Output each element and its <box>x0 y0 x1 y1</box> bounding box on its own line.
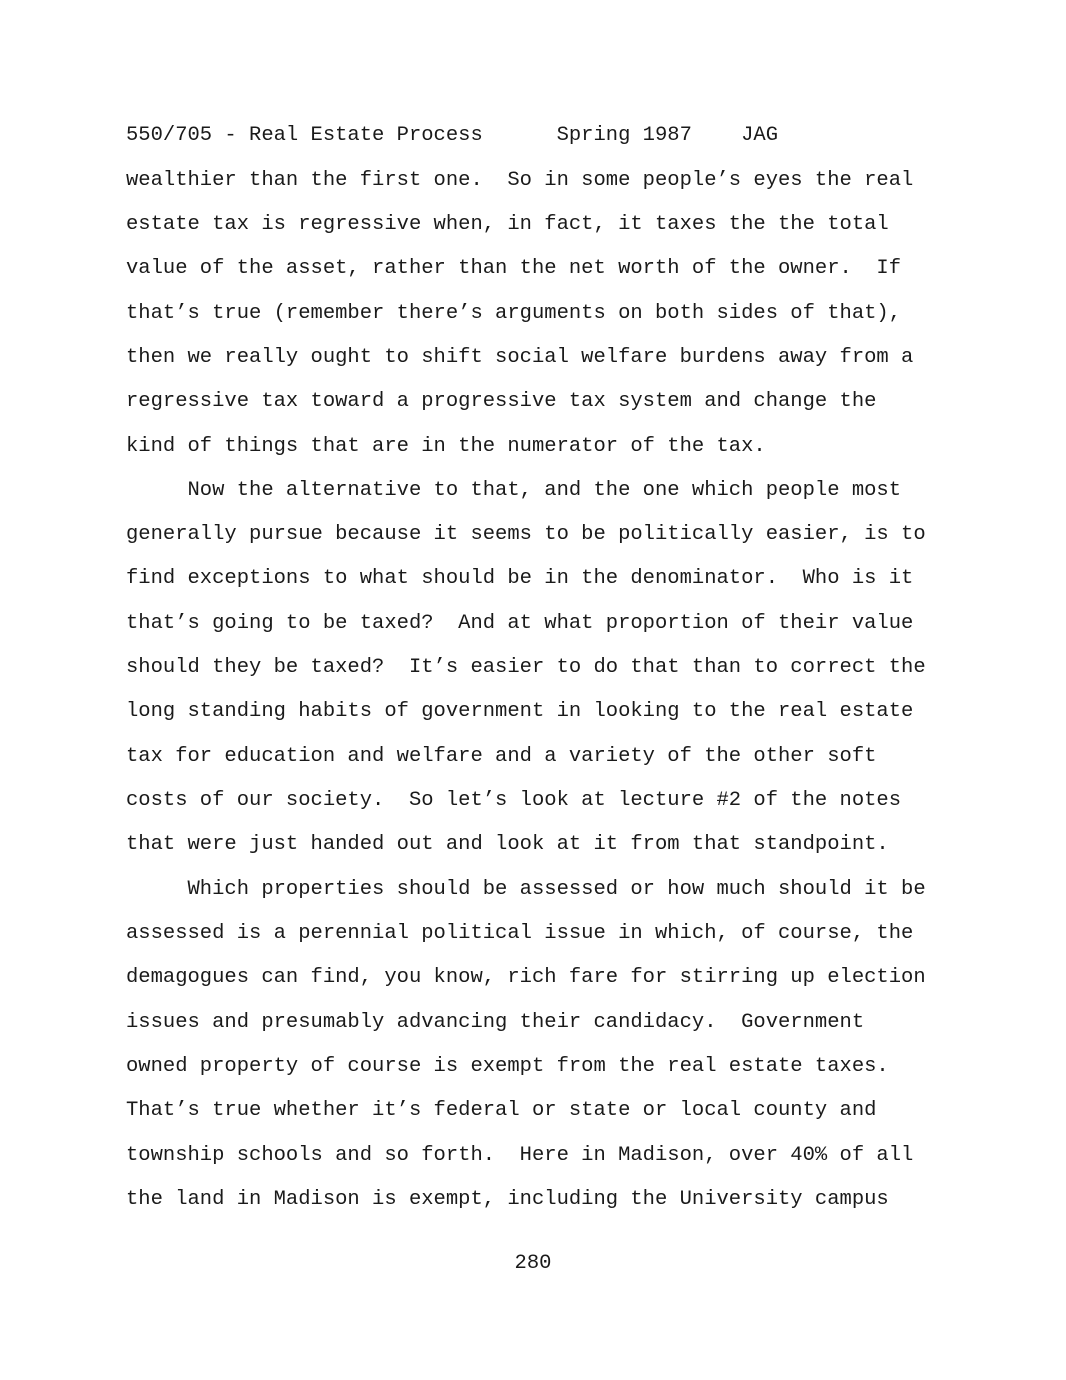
body-line: assessed is a perennial political issue in which, of course, the <box>126 922 914 945</box>
body-line: Now the alternative to that, and the one which people most <box>126 479 902 502</box>
body-line: that were just handed out and look at it from that standpoint. <box>126 833 889 856</box>
body-line: costs of our society. So let’s look at lecture #2 of the notes <box>126 789 902 812</box>
body-line: Which properties should be assessed or how much should it be <box>126 878 926 901</box>
body-line: value of the asset, rather than the net worth of the owner. If <box>126 257 902 280</box>
body-line: that’s going to be taxed? And at what proportion of their value <box>126 612 914 635</box>
body-line: tax for education and welfare and a variety of the other soft <box>126 745 877 768</box>
body-line: That’s true whether it’s federal or state or local county and <box>126 1099 877 1122</box>
body-line: kind of things that are in the numerator of the tax. <box>126 435 766 458</box>
body-line: issues and presumably advancing their candidacy. Government <box>126 1011 865 1034</box>
body-line: then we really ought to shift social welfare burdens away from a <box>126 346 914 369</box>
body-line: wealthier than the first one. So in some people’s eyes the real <box>126 169 914 192</box>
body-line: generally pursue because it seems to be politically easier, is to <box>126 523 926 546</box>
body-line: township schools and so forth. Here in Madison, over 40% of all <box>126 1144 914 1167</box>
page-number: 280 <box>514 1252 552 1275</box>
body-line: long standing habits of government in looking to the real estate <box>126 700 914 723</box>
body-line: estate tax is regressive when, in fact, it taxes the the total <box>126 213 889 236</box>
body-line: the land in Madison is exempt, including the University campus <box>126 1188 889 1211</box>
body-line: regressive tax toward a progressive tax system and change the <box>126 390 877 413</box>
body-line: should they be taxed? It’s easier to do that than to correct the <box>126 656 926 679</box>
body-line: demagogues can find, you know, rich fare for stirring up election <box>126 966 926 989</box>
running-header: 550/705 - Real Estate Process Spring 1987 JAG <box>126 124 779 147</box>
body-line: find exceptions to what should be in the denominator. Who is it <box>126 567 914 590</box>
body-line: owned property of course is exempt from the real estate taxes. <box>126 1055 889 1078</box>
body-line: that’s true (remember there’s arguments on both sides of that), <box>126 302 902 325</box>
